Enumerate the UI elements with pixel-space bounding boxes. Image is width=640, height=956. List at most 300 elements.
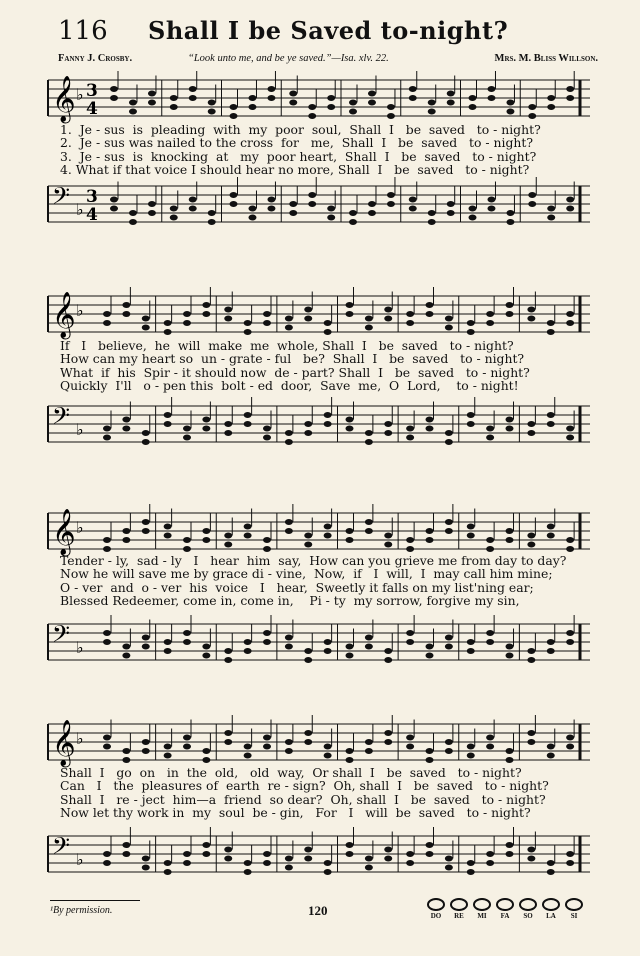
note-head (469, 104, 477, 110)
note-head (527, 430, 535, 436)
note-head (469, 215, 477, 221)
note-head (208, 109, 216, 115)
flat-key-signature-icon: ♭ (76, 638, 84, 657)
note-head (304, 307, 312, 313)
note-head (122, 537, 130, 543)
note-head (324, 524, 332, 530)
note-head (103, 851, 111, 857)
note-head (426, 748, 434, 754)
note-head (202, 757, 210, 763)
note-head (445, 519, 453, 525)
note-head (506, 528, 514, 534)
note-head (506, 851, 514, 857)
note-head (467, 533, 475, 539)
note-head (122, 644, 130, 650)
note-head (267, 206, 275, 212)
bass-clef-icon: 𝄢 (52, 182, 71, 215)
note-head (368, 100, 376, 106)
note-head (426, 644, 434, 650)
note-head (365, 739, 373, 745)
bass-staff-4 (40, 826, 600, 896)
note-head (289, 210, 297, 216)
note-head (164, 639, 172, 645)
flat-key-signature-icon: ♭ (76, 200, 84, 219)
note-head (506, 219, 514, 225)
note-head (285, 865, 293, 871)
note-head (506, 100, 514, 106)
note-head (164, 744, 172, 750)
note-head (346, 842, 354, 848)
note-head (487, 95, 495, 101)
note-head (327, 95, 335, 101)
note-head (346, 417, 354, 423)
note-head (445, 316, 453, 322)
solfege-label: RE (454, 912, 464, 920)
note-head (285, 528, 293, 534)
note-head (528, 201, 536, 207)
note-head (202, 851, 210, 857)
note-head (170, 215, 178, 221)
lyric-line: Shall I re - ject him—a friend so dear? Oh, shall I be saved to - night? (60, 791, 546, 807)
note-head (368, 201, 376, 207)
note-head (122, 851, 130, 857)
note-head (164, 320, 172, 326)
note-head (148, 91, 156, 97)
note-head (368, 91, 376, 97)
note-head (304, 316, 312, 322)
note-head (467, 421, 475, 427)
note-head (406, 639, 414, 645)
note-head (103, 426, 111, 432)
note-head (224, 856, 232, 862)
note-head (327, 104, 335, 110)
lyric-line: 1. Je - sus is pleading with my poor soul, Shall I be saved to - night? (60, 122, 541, 137)
note-head (486, 426, 494, 432)
note-head (183, 426, 191, 432)
note-head (110, 86, 118, 92)
note-head (142, 316, 150, 322)
note-head (426, 757, 434, 763)
note-head (304, 856, 312, 862)
note-head (202, 302, 210, 308)
note-head (142, 519, 150, 525)
note-head (129, 219, 137, 225)
note-head (248, 206, 256, 212)
note-head (304, 533, 312, 539)
flat-key-signature-icon: ♭ (76, 518, 84, 537)
note-head (486, 320, 494, 326)
note-head (103, 546, 111, 552)
note-head (365, 856, 373, 862)
note-head (285, 856, 293, 862)
note-head (365, 865, 373, 871)
note-head (506, 653, 514, 659)
note-head (445, 856, 453, 862)
note-head (304, 430, 312, 436)
note-head (566, 311, 574, 317)
note-head (445, 439, 453, 445)
note-head (122, 417, 130, 423)
note-head (189, 86, 197, 92)
note-head (486, 744, 494, 750)
note-head (244, 648, 252, 654)
note-head (244, 753, 252, 759)
note-head (506, 210, 514, 216)
bass-staff-2 (40, 396, 600, 466)
note-head (566, 537, 574, 543)
note-head (547, 744, 555, 750)
note-head (224, 730, 232, 736)
note-head (142, 325, 150, 331)
note-head (527, 307, 535, 313)
note-head (230, 104, 238, 110)
note-head (566, 86, 574, 92)
note-head (527, 533, 535, 539)
composer: Mrs. M. Bliss Willson. (494, 53, 598, 64)
note-head (426, 537, 434, 543)
note-head (122, 653, 130, 659)
note-head (406, 546, 414, 552)
note-head (224, 307, 232, 313)
note-head (467, 744, 475, 750)
lyric-line: Now let thy work in my soul be - gin, For I will be saved to - night? (60, 804, 531, 820)
solfege-label: SO (523, 912, 533, 920)
note-head (164, 524, 172, 530)
note-head (527, 316, 535, 322)
note-head (486, 860, 494, 866)
note-head (110, 206, 118, 212)
note-head (183, 860, 191, 866)
time-signature-top: 3 (86, 187, 98, 207)
note-head (566, 860, 574, 866)
note-head (324, 412, 332, 418)
note-head (528, 192, 536, 198)
note-head (547, 524, 555, 530)
note-head (447, 201, 455, 207)
note-head (547, 753, 555, 759)
note-head (387, 104, 395, 110)
note-head (467, 329, 475, 335)
lyric-line: 3. Je - sus is knocking at my poor heart, Shall I be saved to - night? (60, 148, 537, 164)
note-head (224, 542, 232, 548)
note-head (285, 748, 293, 754)
note-head (506, 302, 514, 308)
note-head (103, 311, 111, 317)
note-head (122, 311, 130, 317)
note-head (148, 210, 156, 216)
note-head (527, 542, 535, 548)
flat-key-signature-icon: ♭ (76, 85, 84, 104)
note-head (428, 210, 436, 216)
note-head (189, 95, 197, 101)
note-head (224, 847, 232, 853)
note-head (384, 739, 392, 745)
note-head (164, 860, 172, 866)
note-head (230, 192, 238, 198)
page-number: 120 (308, 903, 328, 918)
note-head (547, 95, 555, 101)
note-head (208, 210, 216, 216)
solfege-label: FA (500, 912, 510, 920)
note-head (285, 325, 293, 331)
note-head (148, 100, 156, 106)
note-head (527, 730, 535, 736)
note-head (308, 113, 316, 119)
note-head (365, 748, 373, 754)
note-head (170, 206, 178, 212)
solfege-item (448, 898, 470, 920)
lyrics-block-2 (60, 339, 600, 392)
note-head (202, 426, 210, 432)
note-head (248, 95, 256, 101)
lyric-line: Blessed Redeemer, come in, come in, Pi - ty my sorrow, forgive my sin, (60, 592, 520, 608)
time-signature-bottom: 4 (86, 205, 98, 225)
note-head (384, 847, 392, 853)
note-head (289, 100, 297, 106)
note-head (285, 430, 293, 436)
shape-note-icon (496, 898, 514, 911)
lyric-line: Quickly I'll o - pen this bolt - ed door, Save me, O Lord, to - night! (60, 377, 519, 393)
note-head (248, 104, 256, 110)
note-head (447, 100, 455, 106)
note-head (263, 426, 271, 432)
note-head (244, 869, 252, 875)
note-head (164, 648, 172, 654)
note-head (346, 426, 354, 432)
note-head (566, 639, 574, 645)
note-head (304, 657, 312, 663)
note-head (409, 197, 417, 203)
note-head (346, 528, 354, 534)
note-head (285, 439, 293, 445)
note-head (445, 528, 453, 534)
note-head (467, 320, 475, 326)
note-head (384, 730, 392, 736)
note-head (486, 735, 494, 741)
note-head (324, 648, 332, 654)
note-head (183, 320, 191, 326)
bass-clef-icon: 𝄢 (52, 832, 71, 865)
note-head (244, 860, 252, 866)
note-head (506, 311, 514, 317)
note-head (428, 109, 436, 115)
note-head (346, 748, 354, 754)
note-head (467, 639, 475, 645)
note-head (263, 735, 271, 741)
note-head (263, 537, 271, 543)
note-head (349, 210, 357, 216)
note-head (202, 311, 210, 317)
note-head (384, 648, 392, 654)
note-head (406, 735, 414, 741)
note-head (164, 329, 172, 335)
note-head (103, 860, 111, 866)
note-head (445, 430, 453, 436)
lyrics-block-3 (60, 554, 600, 607)
note-head (170, 104, 178, 110)
note-head (202, 644, 210, 650)
note-head (426, 528, 434, 534)
flat-key-signature-icon: ♭ (76, 301, 84, 320)
solfege-item (540, 898, 562, 920)
note-head (183, 735, 191, 741)
note-head (346, 311, 354, 317)
treble-clef-icon: 𝄞 (52, 720, 76, 766)
note-head (365, 430, 373, 436)
note-head (183, 546, 191, 552)
note-head (164, 412, 172, 418)
note-head (384, 421, 392, 427)
note-head (384, 316, 392, 322)
solfege-label: MI (477, 912, 487, 920)
solfege-item (471, 898, 493, 920)
note-head (189, 197, 197, 203)
note-head (467, 860, 475, 866)
shape-note-icon (450, 898, 468, 911)
shape-note-icon (542, 898, 560, 911)
note-head (406, 426, 414, 432)
note-head (304, 739, 312, 745)
note-head (486, 311, 494, 317)
note-head (224, 648, 232, 654)
bass-staff-3 (40, 614, 600, 684)
note-head (527, 648, 535, 654)
treble-clef-icon: 𝄞 (52, 76, 76, 122)
note-head (346, 851, 354, 857)
note-head (346, 644, 354, 650)
note-head (426, 302, 434, 308)
note-head (164, 753, 172, 759)
note-head (426, 851, 434, 857)
note-head (387, 192, 395, 198)
note-head (506, 109, 514, 115)
note-head (365, 325, 373, 331)
note-head (406, 744, 414, 750)
bass-clef-icon: 𝄢 (52, 402, 71, 435)
note-head (527, 739, 535, 745)
note-head (285, 635, 293, 641)
note-head (208, 219, 216, 225)
note-head (224, 739, 232, 745)
note-head (183, 311, 191, 317)
note-head (527, 856, 535, 862)
note-head (566, 851, 574, 857)
time-signature-bottom: 4 (86, 99, 98, 119)
note-head (267, 95, 275, 101)
note-head (248, 215, 256, 221)
note-head (267, 197, 275, 203)
note-head (547, 206, 555, 212)
note-head (566, 426, 574, 432)
note-head (183, 744, 191, 750)
time-signature-top: 3 (86, 81, 98, 101)
note-head (230, 113, 238, 119)
lyric-line: Now he will save me by grace di - vine, Now, if I will, I may call him mine; (60, 566, 553, 582)
note-head (469, 206, 477, 212)
scripture-reference: “Look unto me, and be ye saved.”—Isa. xlv. 22. (188, 53, 389, 64)
note-head (208, 100, 216, 106)
lyrics-block-1 (60, 123, 600, 176)
note-head (409, 95, 417, 101)
note-head (110, 95, 118, 101)
solfege-label: DO (430, 912, 442, 920)
note-head (110, 197, 118, 203)
note-head (487, 206, 495, 212)
note-head (528, 113, 536, 119)
lyric-line: 2. Je - sus was nailed to the cross for me, Shall I be saved to - night? (60, 135, 534, 151)
note-head (384, 542, 392, 548)
note-head (142, 430, 150, 436)
note-head (224, 430, 232, 436)
note-head (308, 104, 316, 110)
lyric-line: O - ver and o - ver his voice I hear, Sweetly it falls on my list'ning ear; (60, 579, 534, 595)
note-head (285, 739, 293, 745)
lyric-line: If I believe, he will make me whole, Shall I be saved to - night? (60, 338, 514, 353)
note-head (122, 842, 130, 848)
note-head (164, 421, 172, 427)
note-head (183, 435, 191, 441)
note-head (566, 95, 574, 101)
note-head (487, 197, 495, 203)
note-head (346, 653, 354, 659)
lyrics-block-4 (60, 766, 600, 819)
footnote-rule (50, 900, 140, 901)
note-head (426, 426, 434, 432)
note-head (384, 430, 392, 436)
note-head (527, 847, 535, 853)
note-head (387, 113, 395, 119)
note-head (346, 757, 354, 763)
note-head (406, 860, 414, 866)
note-head (142, 865, 150, 871)
note-head (566, 206, 574, 212)
note-head (406, 311, 414, 317)
note-head (183, 639, 191, 645)
note-head (428, 219, 436, 225)
note-head (189, 206, 197, 212)
solfege-label: SI (570, 912, 578, 920)
note-head (142, 439, 150, 445)
note-head (426, 311, 434, 317)
note-head (467, 524, 475, 530)
note-head (445, 644, 453, 650)
note-head (506, 842, 514, 848)
note-head (387, 201, 395, 207)
note-head (103, 320, 111, 326)
permission-note: ¹By permission. (50, 905, 113, 916)
note-head (263, 320, 271, 326)
note-head (263, 860, 271, 866)
note-head (304, 648, 312, 654)
shape-note-icon (519, 898, 537, 911)
note-head (527, 657, 535, 663)
note-head (129, 100, 137, 106)
note-head (486, 435, 494, 441)
note-head (263, 744, 271, 750)
note-head (142, 528, 150, 534)
solfege-item (494, 898, 516, 920)
note-head (406, 630, 414, 636)
note-head (324, 860, 332, 866)
note-head (224, 316, 232, 322)
note-head (566, 435, 574, 441)
note-head (122, 528, 130, 534)
note-head (486, 546, 494, 552)
note-head (289, 91, 297, 97)
note-head (324, 329, 332, 335)
note-head (426, 417, 434, 423)
note-head (263, 435, 271, 441)
